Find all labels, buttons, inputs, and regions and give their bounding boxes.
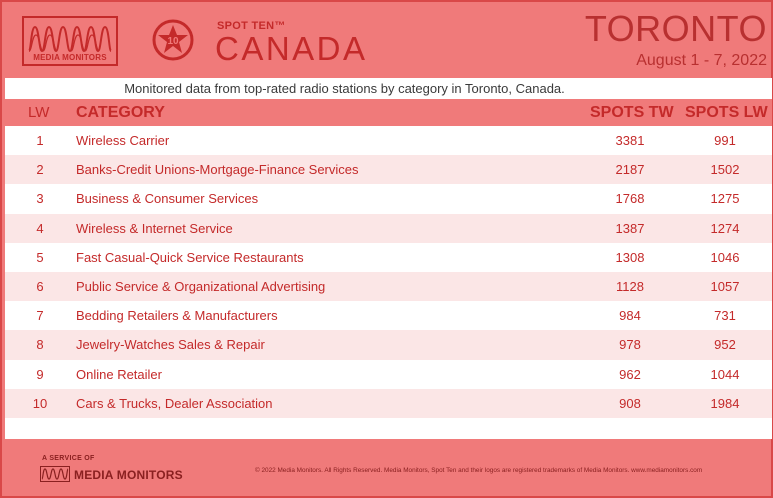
rank-cell: 5	[36, 249, 44, 265]
city-title: TORONTO	[584, 8, 767, 49]
country-title: CANADA	[215, 30, 368, 67]
category-cell: Wireless & Internet Service	[76, 220, 233, 236]
spots-lw-cell: 1984	[710, 395, 740, 411]
service-of-label: A SERVICE OF	[42, 455, 95, 462]
rank-cell: 6	[36, 278, 44, 294]
table-row	[5, 214, 772, 243]
footer	[2, 439, 773, 498]
spots-lw-cell: 991	[714, 133, 736, 148]
rank-cell: 3	[36, 191, 44, 207]
footer-brand: MEDIA MONITORS	[74, 468, 183, 482]
table-row	[5, 389, 772, 418]
header-rank: LW	[28, 104, 50, 121]
table-row	[5, 126, 772, 155]
spots-lw-cell: 731	[714, 308, 736, 324]
spots-tw-cell: 1387	[615, 220, 645, 236]
media-monitors-logo	[22, 16, 118, 66]
rank-cell: 4	[36, 220, 44, 236]
rank-cell: 9	[36, 366, 44, 382]
spots-lw-cell: 1274	[710, 220, 740, 236]
spot-ten-star-badge	[152, 19, 194, 61]
category-cell: Fast Casual-Quick Service Restaurants	[76, 249, 304, 265]
spots-tw-cell: 908	[619, 395, 641, 411]
category-cell: Online Retailer	[76, 366, 162, 382]
table-row	[5, 301, 772, 330]
category-cell: Wireless Carrier	[76, 133, 170, 148]
category-cell: Business & Consumer Services	[76, 191, 259, 207]
spots-tw-cell: 1308	[615, 249, 645, 265]
spots-tw-cell: 962	[619, 366, 641, 382]
logo-text: MEDIA MONITORS	[33, 53, 107, 62]
date-range: August 1 - 7, 2022	[636, 52, 767, 69]
table-row	[5, 155, 772, 184]
rank-cell: 2	[36, 162, 44, 178]
table-header	[5, 99, 772, 126]
table-row	[5, 330, 772, 359]
table-row	[5, 243, 772, 272]
rank-cell: 1	[36, 133, 44, 148]
waveform-icon	[27, 21, 113, 55]
header	[2, 2, 773, 78]
spots-tw-cell: 3381	[615, 133, 645, 148]
spot-ten-label: SPOT TEN™	[217, 20, 286, 32]
spots-lw-cell: 1502	[710, 162, 740, 178]
spots-tw-cell: 1768	[615, 191, 645, 207]
rank-cell: 10	[32, 395, 48, 411]
table-row	[5, 272, 772, 301]
spots-tw-cell: 978	[619, 337, 641, 353]
category-cell: Bedding Retailers & Manufacturers	[76, 308, 278, 324]
rank-cell: 7	[36, 308, 44, 324]
spots-lw-cell: 1044	[710, 366, 740, 382]
header-spots-tw: SPOTS TW	[590, 104, 674, 121]
header-category: CATEGORY	[76, 104, 165, 121]
category-cell: Banks-Credit Unions-Mortgage-Finance Services	[76, 162, 359, 178]
subtitle-text: Monitored data from top-rated radio stations by category in Toronto, Canada.	[124, 81, 565, 96]
category-cell: Cars & Trucks, Dealer Association	[76, 395, 273, 411]
footer-waveform-icon	[40, 466, 70, 482]
table-row	[5, 184, 772, 213]
table-row	[5, 360, 772, 389]
badge-number: 10	[167, 36, 179, 47]
subtitle	[5, 78, 772, 99]
category-cell: Public Service & Organizational Advertising	[76, 278, 326, 294]
rank-cell: 8	[36, 337, 44, 353]
content-panel	[5, 78, 772, 439]
spots-lw-cell: 1057	[710, 278, 740, 294]
spots-tw-cell: 1128	[616, 278, 644, 294]
table-body	[5, 126, 772, 418]
spots-lw-cell: 952	[714, 337, 736, 353]
spots-lw-cell: 1046	[710, 249, 740, 265]
copyright-text: © 2022 Media Monitors. All Rights Reserved. Media Monitors, Spot Ten and their logos are registered trademarks of Media Monitors. www.mediamonitors.com	[255, 467, 703, 474]
spots-tw-cell: 2187	[615, 162, 645, 178]
header-spots-lw: SPOTS LW	[685, 104, 768, 121]
spots-lw-cell: 1275	[710, 191, 740, 207]
category-cell: Jewelry-Watches Sales & Repair	[76, 337, 265, 353]
spots-tw-cell: 984	[619, 308, 641, 324]
